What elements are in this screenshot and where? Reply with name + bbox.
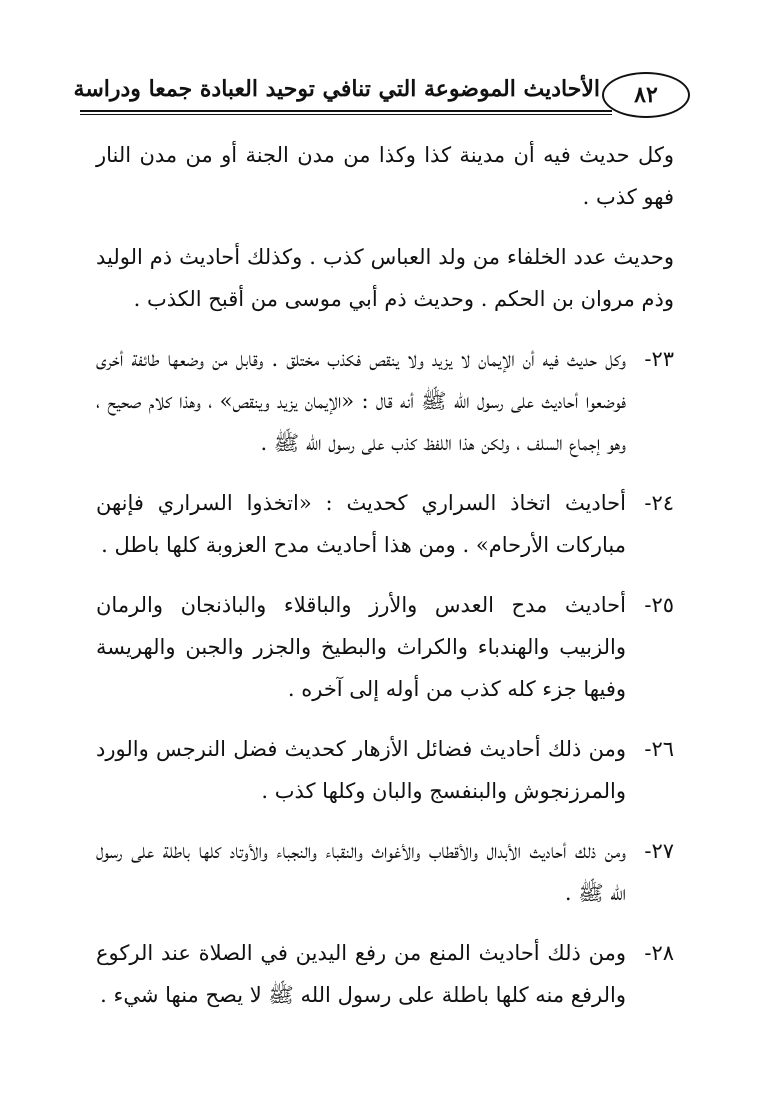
header-title: الأحاديث الموضوعة التي تنافي توحيد العبادة جمعا ودراسة bbox=[73, 76, 600, 102]
item-text: ومن ذلك أحاديث المنع من رفع اليدين في الصلاة عند الركوع والرفع منه كلها باطلة على رسول الله ﷺ لا يصح منها شيء . bbox=[96, 941, 626, 1007]
item-number: ٢٥- bbox=[644, 593, 674, 617]
list-item bbox=[96, 932, 674, 1016]
item-number: ٢٣- bbox=[644, 347, 674, 371]
list-item bbox=[96, 338, 674, 464]
list-item bbox=[96, 584, 674, 710]
item-text: أحاديث اتخاذ السراري كحديث : «اتخذوا السراري فإنهن مباركات الأرحام» . ومن هذا أحاديث مدح العزوبة كلها باطل . bbox=[96, 491, 626, 557]
header-rule bbox=[80, 110, 612, 115]
paragraph: وكل حديث فيه أن مدينة كذا وكذا من مدن الجنة أو من مدن النار فهو كذب . bbox=[96, 143, 674, 209]
page-number: ٨٢ bbox=[602, 72, 690, 118]
item-number: ٢٤- bbox=[644, 491, 674, 515]
paragraph: وحديث عدد الخلفاء من ولد العباس كذب . وكذلك أحاديث ذم الوليد وذم مروان بن الحكم . وحديث ذم أبي موسى من أقبح الكذب . bbox=[96, 245, 674, 311]
item-text: ومن ذلك أحاديث فضائل الأزهار كحديث فضل النرجس والورد والمرزنجوش والبنفسج والبان وكلها كذب . bbox=[96, 737, 626, 803]
item-text: وكل حديث فيه أن الإيمان لا يزيد ولا ينقص فكذب مختلق . وقابل من وضعها طائفة أخرى فوضعوا أحاديث على رسول الله ﷺ أنه قال : «الإيمان يزيد وينقص» ، وهذا كلام صحيح ، وهو إجماع السلف ، ولكن هذا اللفظ كذب على رسول الله ﷺ . bbox=[96, 347, 626, 455]
item-text: أحاديث مدح العدس والأرز والباقلاء والباذنجان والرمان والزبيب والهندباء والكراث والبطيخ والجزر والجبن والهريسة وفيها جزء كله كذب من أوله إلى آخره . bbox=[96, 593, 626, 701]
item-text: ومن ذلك أحاديث الأبدال والأقطاب والأغواث والنقباء والنجباء والأوتاد كلها باطلة على رسول الله ﷺ . bbox=[96, 839, 626, 905]
item-number: ٢٧- bbox=[644, 839, 674, 863]
running-header bbox=[73, 66, 690, 122]
item-number: ٢٦- bbox=[644, 737, 674, 761]
list-item bbox=[96, 482, 674, 566]
list-item bbox=[96, 830, 674, 914]
list-item bbox=[96, 728, 674, 812]
item-number: ٢٨- bbox=[644, 941, 674, 965]
page-body bbox=[96, 134, 674, 1034]
